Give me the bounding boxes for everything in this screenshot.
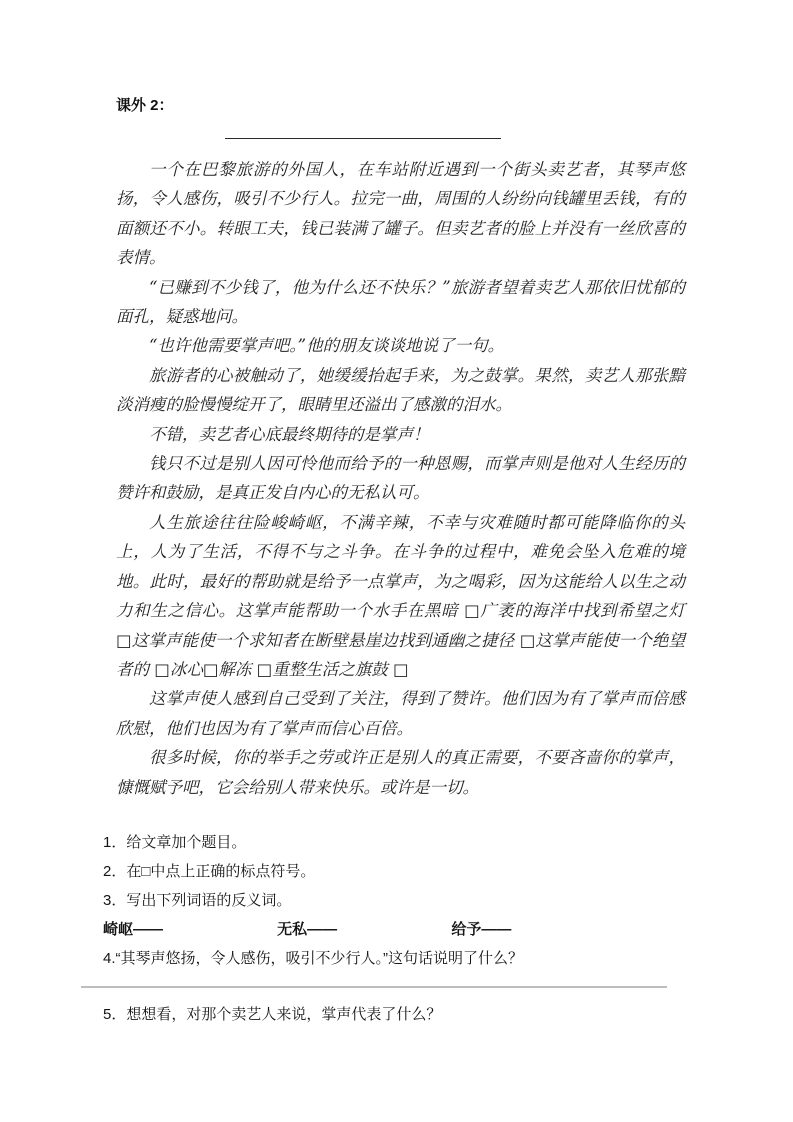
article-paragraph: 一个在巴黎旅游的外国人，在车站附近遇到一个街头卖艺者，其琴声悠扬，令人感伤，吸引不少行人。拉完一曲，周围的人纷纷向钱罐里丢钱，有的面额还不小。转眼工夫，钱已装满了罐子。但卖艺者的脸上并没有一丝欣喜的表情。 bbox=[116, 160, 685, 268]
question-1: 1．给文章加个题目。 bbox=[103, 833, 247, 851]
article-paragraph: 钱只不过是别人因可怜他而给予的一种恩赐，而掌声则是他对人生经历的赞许和鼓励，是真正发自内心的无私认可。 bbox=[116, 454, 685, 503]
questions-section bbox=[103, 828, 693, 1029]
article-paragraph: 这掌声使人感到自己受到了关注，得到了赞许。他们因为有了掌声而倍感欣慰，他们也因为有了掌声而信心百倍。 bbox=[116, 689, 685, 738]
article-paragraph: 很多时候，你的举手之劳或许正是别人的真正需要，不要吝啬你的掌声，慷慨赋予吧，它会给别人带来快乐。或许是一切。 bbox=[116, 748, 685, 797]
antonym-blank-row bbox=[103, 915, 693, 944]
article-paragraph: 不错，卖艺者心底最终期待的是掌声！ bbox=[149, 424, 430, 444]
question-5: 5．想想看，对那个卖艺人来说，掌声代表了什么？ bbox=[103, 1005, 442, 1023]
question-4: 4.“其琴声悠扬，令人感伤，吸引不少行人。”这句话说明了什么？ bbox=[103, 949, 524, 967]
section-divider bbox=[81, 986, 667, 988]
article-paragraph: “已赚到不少钱了，他为什么还不快乐？”旅游者望着卖艺人那依旧忧郁的面孔，疑惑地问。 bbox=[116, 277, 685, 327]
question-3: 3．写出下列词语的反义词。 bbox=[103, 891, 292, 909]
antonym-blank-qiqu: 崎岖—— bbox=[103, 920, 164, 938]
title-blank-line bbox=[225, 138, 501, 139]
article-paragraph: “也许他需要掌声吧。”他的朋友谈谈地说了一句。 bbox=[149, 336, 505, 356]
article-paragraph: 旅游者的心被触动了，她缓缓抬起手来，为之鼓掌。果然，卖艺人那张黯淡消瘦的脸慢慢绽开了，眼睛里还溢出了感激的泪水。 bbox=[116, 365, 685, 415]
antonym-blank-jiyu: 给予—— bbox=[451, 920, 512, 938]
antonym-blank-wusi: 无私—— bbox=[277, 920, 338, 938]
article-paragraph: 人生旅途往往险峻崎岖，不满辛辣，不幸与灾难随时都可能降临你的头上，人为了生活，不得不与之斗争。在斗争的过程中，难免会坠入危难的境地。此时，最好的帮助就是给予一点掌声，为之喝彩，因为这能给人以生之动力和生之信心。这掌声能帮助一个水手在黑暗 □广袤的海洋中找到希望之灯 □这掌声能使一个求知者在断壁悬崖边找到通幽之捷径 □这掌声能使一个绝望者的 □冰心□解冻 □重整生活之旗鼓 □ bbox=[116, 512, 685, 679]
article-body bbox=[116, 155, 685, 802]
section-label: 课外 2： bbox=[116, 97, 174, 114]
question-2: 2．在□中点上正确的标点符号。 bbox=[103, 862, 316, 880]
